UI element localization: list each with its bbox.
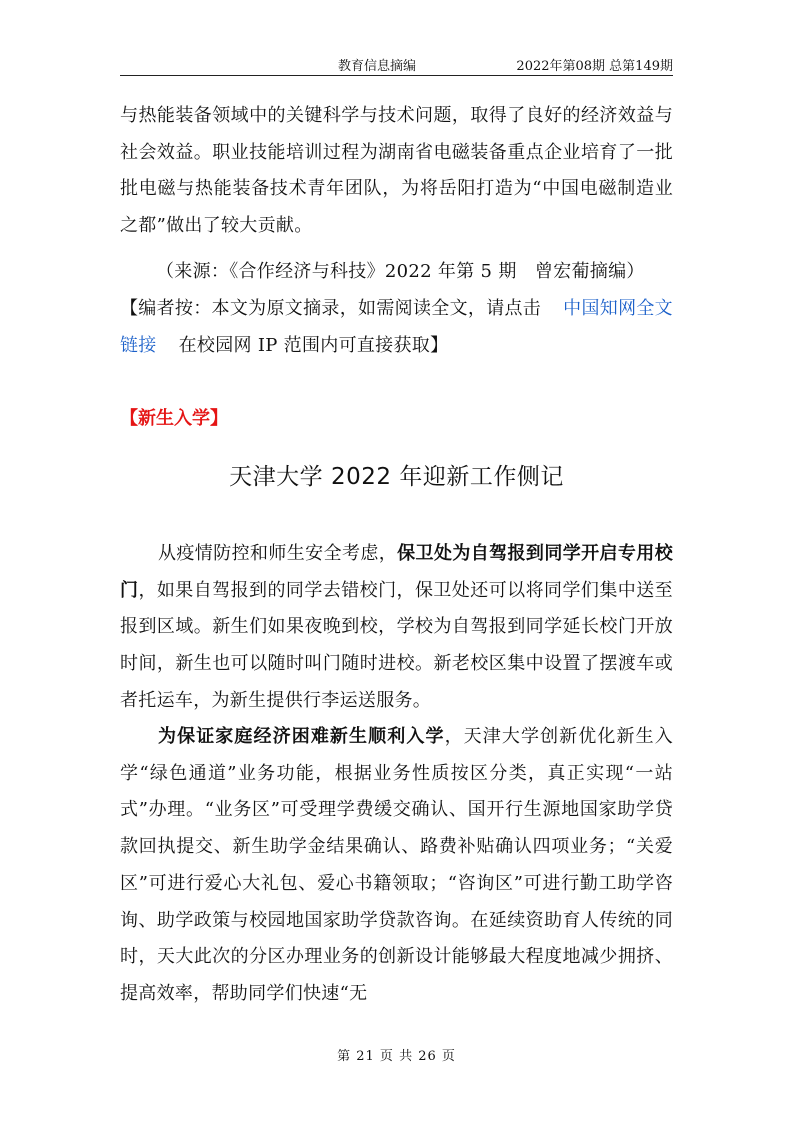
- para2-text: ，天津大学创新优化新生入学“绿色通道”业务功能，根据业务性质按区分类，真正实现“一站式”办理。“业务区”可受理学费缓交确认、国开行生源地国家助学贷款回执提交、新生助学金结果确认、路费补贴确认四项业务；“关爱区”可进行爱心大礼包、爱心书籍领取；“咨询区”可进行勤工助学咨询、助学政策与校园地国家助学贷款咨询。在延续资助育人传统的同时，天大此次的分区办理业务的创新设计能够最大程度地减少拥挤、提高效率，帮助同学们快速“无: [120, 726, 673, 1004]
- page-header: [120, 51, 673, 76]
- editor-note: [120, 291, 673, 364]
- para1-bold-highlight: 保卫处为自驾报到同学开启专用校门: [120, 543, 673, 601]
- header-issue-number: 2022年第08期 总第149期: [516, 59, 673, 74]
- source-citation: （来源：《合作经济与科技》2022 年第 5 期 曾宏葡摘编）: [156, 261, 645, 282]
- cnki-fulltext-link[interactable]: 中国知网全文链接: [120, 298, 673, 356]
- article-paragraph-1: [120, 536, 673, 720]
- para1-text-end: ，如果自驾报到的同学去错校门，保卫处还可以将同学们集中送至报到区域。新生们如果夜晚到校，学校为自驾报到同学延长校门开放时间，新生也可以随时叫门随时进校。新老校区集中设置了摆渡车或者托运车，为新生提供行李运送服务。: [120, 579, 673, 711]
- para2-bold-highlight: 为保证家庭经济困难新生顺利入学: [158, 726, 445, 747]
- para1-text-start: 从疫情防控和师生安全考虑，: [158, 543, 398, 564]
- page-footer: 第 21 页 共 26 页: [337, 1049, 456, 1064]
- editor-note-prefix: 【编者按：本文为原文摘录，如需阅读全文，请点击: [120, 298, 542, 319]
- article-title: 天津大学 2022 年迎新工作侧记: [229, 464, 564, 490]
- section-tag: 【新生入学】: [120, 408, 228, 429]
- editor-note-suffix: 在校园网 IP 范围内可直接获取】: [178, 334, 449, 356]
- intro-paragraph: 与热能装备领域中的关键科学与技术问题，取得了良好的经济效益与社会效益。职业技能培训过程为湖南省电磁装备重点企业培育了一批批电磁与热能装备技术青年团队，为将岳阳打造为“中国电磁制造业之都”做出了较大贡献。: [120, 105, 673, 237]
- header-journal-name: 教育信息摘编: [338, 59, 417, 74]
- article-paragraph-2: [120, 719, 673, 1013]
